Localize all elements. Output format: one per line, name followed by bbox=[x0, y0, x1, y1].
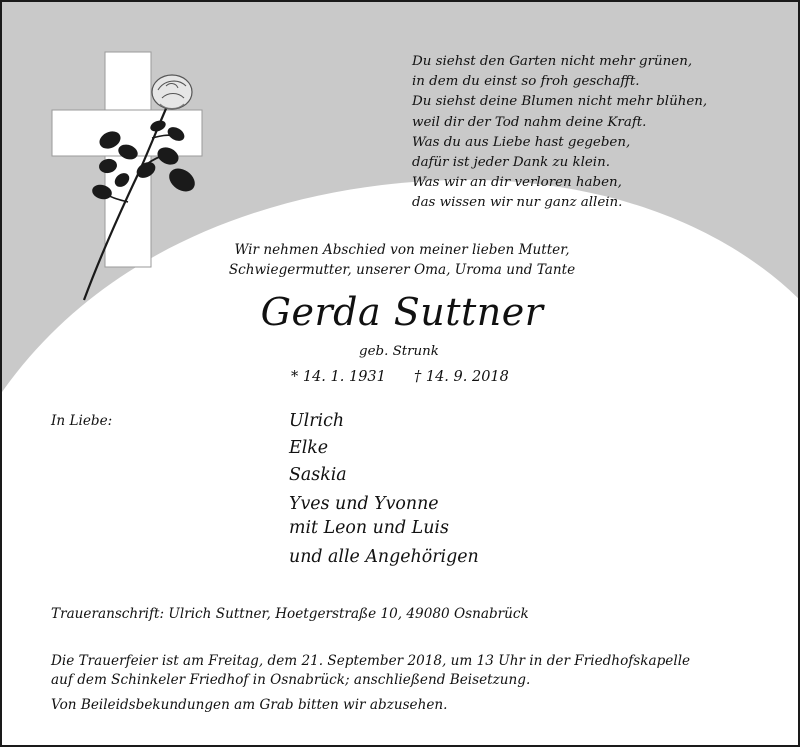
mourner-name: Ulrich bbox=[289, 411, 345, 431]
condolence-request: Von Beileidsbekundungen am Grab bitten wir abzusehen. bbox=[51, 697, 448, 713]
poem-line: Was du aus Liebe hast gegeben, bbox=[412, 134, 631, 150]
mourner-name: Yves und Yvonne bbox=[289, 494, 439, 514]
poem-line: Du siehst deine Blumen nicht mehr blühen, bbox=[412, 94, 708, 110]
poem-line: Du siehst den Garten nicht mehr grünen, bbox=[412, 54, 693, 69]
birth-date: * 14. 1. 1931 bbox=[291, 369, 386, 385]
poem-line: das wissen wir nur ganz allein. bbox=[412, 195, 623, 211]
poem-line: dafür ist jeder Dank zu klein. bbox=[412, 155, 610, 171]
mourner-name: Elke bbox=[289, 438, 329, 458]
mourner-name: mit Leon und Luis bbox=[289, 518, 449, 538]
deceased-name: Gerda Suttner bbox=[260, 290, 544, 334]
poem bbox=[412, 52, 707, 214]
mourners-list bbox=[289, 408, 479, 571]
mourner-name: Saskia bbox=[289, 465, 347, 485]
farewell-intro bbox=[2, 240, 800, 280]
ceremony-line: Die Trauerfeier ist am Freitag, dem 21. September 2018, um 13 Uhr in der Friedhofskapelle bbox=[51, 653, 691, 669]
intro-line: Wir nehmen Abschied von meiner lieben Mutter, bbox=[234, 242, 570, 258]
birth-name: geb. Strunk bbox=[359, 344, 439, 359]
mourning-address: Traueranschrift: Ulrich Suttner, Hoetgerstraße 10, 49080 Osnabrück bbox=[51, 606, 529, 622]
mourner-name: und alle Angehörigen bbox=[289, 547, 479, 567]
poem-line: in dem du einst so froh geschafft. bbox=[412, 74, 640, 90]
poem-line: Was wir an dir verloren haben, bbox=[412, 175, 622, 191]
poem-line: weil dir der Tod nahm deine Kraft. bbox=[412, 114, 647, 130]
death-date: † 14. 9. 2018 bbox=[414, 369, 509, 385]
intro-line: Schwiegermutter, unserer Oma, Uroma und Tante bbox=[228, 262, 576, 278]
ceremony-notice bbox=[51, 652, 690, 690]
ceremony-line: auf dem Schinkeler Friedhof in Osnabrück; anschließend Beisetzung. bbox=[51, 672, 531, 688]
mourners-label: In Liebe: bbox=[51, 413, 113, 429]
